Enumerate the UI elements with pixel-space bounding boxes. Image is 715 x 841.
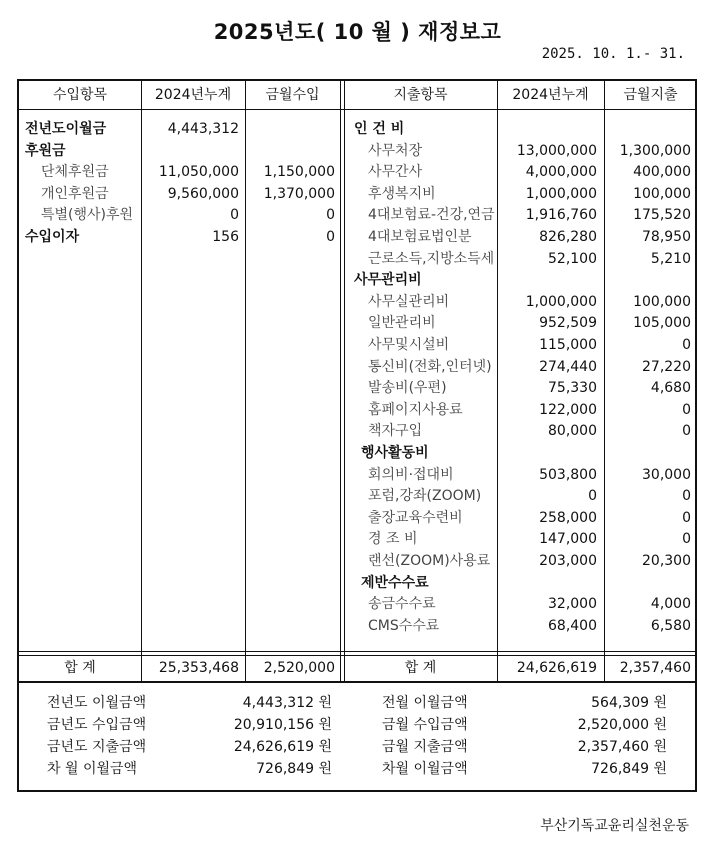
expense-item-cum: 826,280 [539, 229, 597, 245]
expense-item-cum: 115,000 [539, 337, 597, 353]
header-income-cum: 2024년누계 [154, 87, 232, 103]
income-item-label: 특별(행사)후원 [41, 207, 134, 224]
expense-item-month: 0 [682, 531, 691, 548]
expense-item-cum: 952,509 [539, 315, 597, 332]
income-item-month: 1,150,000 [263, 164, 335, 181]
expense-item-label: 후생복지비 [368, 185, 436, 202]
income-item-label: 개인후원금 [41, 185, 109, 202]
header-expense-cum: 2024년누계 [512, 87, 589, 103]
income-item-cum: 0 [230, 207, 239, 224]
expense-item-cum: 203,000 [539, 553, 597, 569]
header-rule [19, 109, 695, 110]
income-item-label: 단체후원금 [41, 164, 109, 181]
report-period: 2025. 10. 1.- 31. [541, 46, 685, 62]
expense-item-label: 근로소득,지방소득세 [368, 250, 495, 267]
header-income-item: 수입항목 [52, 87, 108, 103]
organization-name: 부산기독교윤리실천운동 [540, 818, 689, 834]
expense-item-month: 0 [682, 423, 691, 440]
summary-right-label: 금월 수입금액 [382, 717, 468, 733]
expense-item-month: 5,210 [650, 250, 691, 267]
expense-item-month: 6,580 [650, 617, 691, 634]
income-total-month: 2,520,000 [263, 660, 335, 676]
expense-item-cum: 13,000,000 [516, 142, 597, 159]
expense-item-cum: 122,000 [539, 401, 597, 418]
col-rule [344, 81, 345, 681]
expense-total-label: 합 계 [404, 660, 437, 676]
income-total-cum: 25,353,468 [158, 660, 239, 676]
expense-item-label: 4대보험료법인분 [368, 229, 472, 245]
expense-item-month: 30,000 [642, 466, 691, 483]
expense-item-label: 일반관리비 [368, 315, 436, 332]
expense-item-label: 책자구입 [368, 423, 423, 440]
expense-item-month [604, 270, 691, 292]
expense-item-cum: 1,000,000 [525, 293, 597, 310]
expense-item-month: 400,000 [633, 164, 691, 181]
summary-right-value: 2,357,460 원 [577, 739, 667, 755]
expense-item-label: 사무실관리비 [368, 293, 450, 310]
expense-item-month: 4,000 [650, 596, 691, 613]
expense-item-month: 0 [682, 401, 691, 418]
expense-item-cum: 4,000,000 [525, 164, 597, 181]
expense-item-month: 0 [682, 488, 691, 505]
expense-item-month: 27,220 [642, 358, 691, 375]
expense-item-cum: 75,330 [548, 380, 597, 397]
income-item-label: 전년도이월금 [25, 121, 107, 137]
header-income-month: 금월수입 [265, 87, 320, 103]
expense-item-cum [497, 443, 597, 465]
income-item-cum: 11,050,000 [158, 164, 239, 181]
report-table [17, 79, 697, 792]
expense-item-label: 사무간사 [368, 164, 423, 181]
expense-item-month: 105,000 [633, 315, 691, 332]
expense-item-month: 0 [682, 509, 691, 526]
expense-item-cum [497, 270, 597, 292]
summary-right-label: 전월 이월금액 [382, 695, 468, 711]
income-item-label: 후원금 [25, 142, 66, 159]
expense-item-label: 랜선(ZOOM)사용료 [368, 553, 491, 569]
expense-item-month [604, 573, 691, 595]
expense-item-label: 통신비(전화,인터넷) [368, 358, 492, 375]
income-item-month: 0 [326, 207, 335, 224]
summary-right-value: 2,520,000 원 [577, 717, 667, 733]
income-item-label: 수입이자 [25, 229, 80, 245]
expense-item-month [604, 119, 691, 141]
expense-item-label: 홈페이지사용료 [368, 401, 463, 418]
expense-item-month: 20,300 [642, 553, 691, 569]
income-item-cum: 156 [212, 229, 239, 245]
expense-item-cum: 80,000 [548, 423, 597, 440]
expense-item-label: 사무및시설비 [368, 337, 450, 353]
expense-item-cum [497, 573, 597, 595]
expense-item-cum [497, 119, 597, 141]
expense-item-label: 인 건 비 [354, 121, 405, 137]
summary-top-rule [19, 681, 695, 683]
expense-item-month: 100,000 [633, 293, 691, 310]
expense-item-cum: 147,000 [539, 531, 597, 548]
income-item-cum [141, 141, 239, 163]
expense-item-label: 회의비·접대비 [368, 466, 454, 483]
totals-top-rule [19, 651, 695, 652]
income-item-month: 0 [326, 229, 335, 245]
expense-item-label: 사무처장 [368, 142, 423, 159]
expense-item-month: 175,520 [633, 207, 691, 224]
expense-item-cum: 1,000,000 [525, 185, 597, 202]
summary-left-label: 금년도 지출금액 [47, 739, 147, 755]
expense-item-cum: 52,100 [548, 250, 597, 267]
expense-item-label: 송금수수료 [368, 596, 436, 613]
expense-total-cum: 24,626,619 [516, 660, 597, 676]
expense-item-label: 제반수수료 [361, 574, 429, 591]
expense-total-month: 2,357,460 [619, 660, 691, 676]
expense-item-month [604, 443, 691, 465]
expense-item-label: CMS수수료 [368, 617, 440, 634]
summary-left-value: 24,626,619 원 [233, 739, 332, 755]
expense-item-month: 4,680 [650, 380, 691, 397]
income-total-label: 합 계 [64, 660, 96, 676]
income-item-cum: 4,443,312 [167, 121, 239, 137]
expense-item-month: 0 [682, 337, 691, 353]
income-item-cum: 9,560,000 [167, 185, 239, 202]
expense-item-cum: 258,000 [539, 509, 597, 526]
expense-item-label: 출장교육수련비 [368, 509, 463, 526]
income-item-month: 1,370,000 [263, 185, 335, 202]
income-item-month [245, 119, 335, 141]
expense-item-label: 경 조 비 [368, 531, 418, 548]
expense-item-month: 100,000 [633, 185, 691, 202]
summary-right-label: 금월 지출금액 [382, 739, 468, 755]
col-rule [340, 81, 341, 681]
summary-left-value: 20,910,156 원 [233, 717, 332, 733]
expense-item-label: 4대보험료-건강,연금 [368, 207, 495, 224]
summary-left-label: 금년도 수입금액 [47, 717, 147, 733]
expense-item-cum: 0 [588, 488, 597, 505]
summary-right-label: 차월 이월금액 [382, 761, 468, 777]
expense-item-cum: 274,440 [539, 358, 597, 375]
expense-item-month: 1,300,000 [619, 142, 691, 159]
header-expense-month: 금월지출 [623, 87, 678, 103]
report-title: 2025년도( 10 월 ) 재정보고 [213, 20, 502, 44]
expense-item-month: 78,950 [642, 229, 691, 245]
expense-item-cum: 1,916,760 [525, 207, 597, 224]
expense-item-cum: 32,000 [548, 596, 597, 613]
expense-item-label: 사무관리비 [354, 272, 422, 289]
header-expense-item: 지출항목 [393, 87, 448, 103]
summary-left-value: 4,443,312 원 [242, 695, 332, 711]
summary-left-label: 전년도 이월금액 [47, 695, 147, 711]
summary-right-value: 564,309 원 [591, 695, 667, 711]
expense-item-label: 발송비(우편) [368, 380, 447, 397]
expense-item-cum: 503,800 [539, 466, 597, 483]
expense-item-cum: 68,400 [548, 617, 597, 634]
income-item-month [245, 141, 335, 163]
summary-right-value: 726,849 원 [591, 761, 667, 777]
expense-item-label: 행사활동비 [361, 445, 429, 461]
summary-left-label: 차 월 이월금액 [47, 761, 138, 777]
summary-left-value: 726,849 원 [256, 761, 332, 777]
expense-item-label: 포럼,강좌(ZOOM) [368, 488, 482, 505]
